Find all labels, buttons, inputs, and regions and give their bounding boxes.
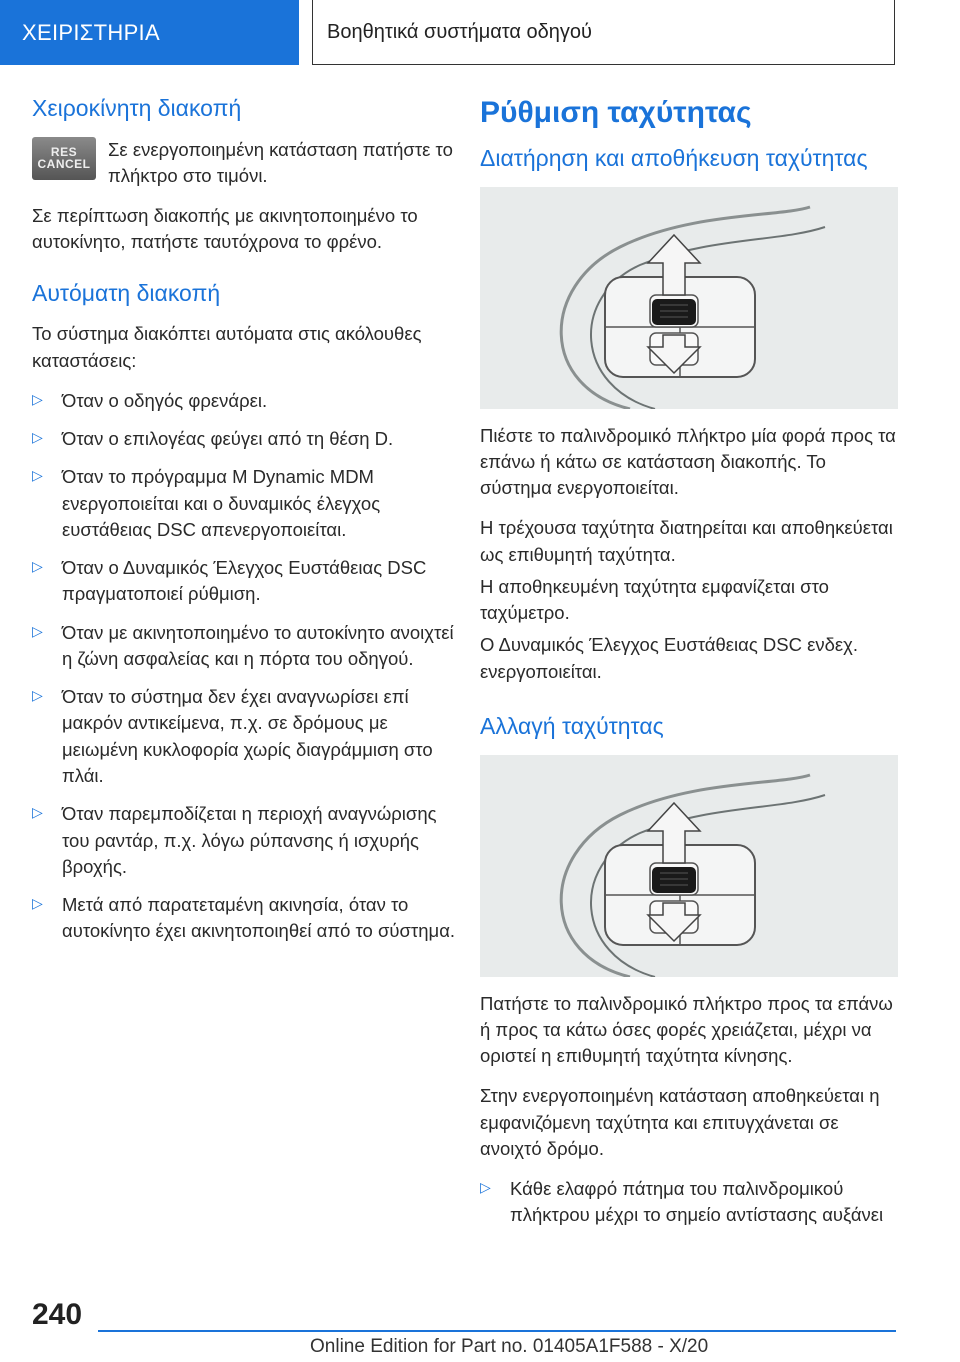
page-number: 240 bbox=[32, 1298, 83, 1331]
list-item: ▷ Κάθε ελαφρό πάτημα του παλινδρομικού πλήκτρου μέχρι το σημείο αντίστασης αυξάνει bbox=[480, 1178, 884, 1226]
header-chapter bbox=[312, 0, 895, 65]
list-item: ▷ Όταν ο οδηγός φρενάρει. bbox=[32, 389, 268, 411]
right-column bbox=[480, 95, 898, 1241]
triangle-bullet-icon: ▷ bbox=[32, 804, 43, 821]
manual-stop-heading: Χειροκίνητη διακοπή bbox=[32, 95, 242, 121]
triangle-bullet-icon: ▷ bbox=[32, 558, 43, 575]
steering-wheel-illustration bbox=[480, 187, 898, 409]
list-item: ▷ Όταν το πρόγραμμα M Dynamic MDM ενεργοποιείται και ο δυναμικός έλεγχος ευστάθειας DSC απενεργοποιείται. bbox=[32, 466, 381, 540]
cancel-label: CANCEL bbox=[37, 157, 91, 172]
chapter-title: Βοηθητικά συστήματα οδηγού bbox=[327, 20, 592, 43]
res-cancel-button-icon bbox=[32, 137, 96, 180]
steering-wheel-switch-image-2 bbox=[480, 755, 898, 977]
change-speed-heading: Αλλαγή ταχύτητας bbox=[480, 712, 664, 739]
left-column bbox=[32, 95, 457, 957]
list-item: ▷ Μετά από παρατεταμένη ακινησία, όταν το αυτοκίνητο έχει ακινητοποιηθεί από το σύστημα. bbox=[32, 894, 456, 942]
steering-wheel-switch-image bbox=[480, 187, 898, 409]
keep-p2: Η τρέχουσα ταχύτητα διατηρείται και αποθηκεύεται ως επιθυμητή ταχύτητα. bbox=[480, 517, 893, 565]
triangle-bullet-icon: ▷ bbox=[32, 467, 43, 484]
triangle-bullet-icon: ▷ bbox=[32, 687, 43, 704]
footer-rule bbox=[98, 1330, 896, 1332]
change-p2: Στην ενεργοποιημένη κατάσταση αποθηκεύεται η εμφανιζόμενη ταχύτητα και επιτυγχάνεται σε ανοιχτό δρόμο. bbox=[480, 1085, 880, 1159]
triangle-bullet-icon: ▷ bbox=[32, 622, 43, 639]
speed-setting-title: Ρύθμιση ταχύτητας bbox=[480, 96, 752, 129]
res-cancel-row bbox=[32, 137, 457, 190]
auto-stop-heading: Αυτόματη διακοπή bbox=[32, 279, 221, 306]
edition-footer: Online Edition for Part no. 01405A1F588 - X/20 bbox=[310, 1336, 709, 1357]
header-section bbox=[0, 0, 299, 65]
list-item: ▷ Όταν το σύστημα δεν έχει αναγνωρίσει επί μακρόν αντικείμενα, π.χ. σε δρόμους με μειωμένη κυκλοφορία χωρίς διαγράμμιση στο πλάι. bbox=[32, 686, 433, 786]
change-p1: Πατήστε το παλινδρομικό πλήκτρο προς τα επάνω ή προς τα κάτω όσες φορές χρειάζεται, μέχρι να οριστεί η επιθυμητή ταχύτητα κίνησης. bbox=[480, 992, 893, 1067]
triangle-bullet-icon: ▷ bbox=[32, 390, 43, 407]
change-list bbox=[480, 1176, 898, 1229]
auto-stop-list bbox=[32, 388, 457, 945]
keep-p1: Πιέστε το παλινδρομικό πλήκτρο μία φορά προς τα επάνω ή κάτω σε κατάσταση διακοπής. Το σύστημα ενεργοποιείται. bbox=[480, 424, 896, 499]
triangle-bullet-icon: ▷ bbox=[480, 1179, 491, 1196]
res-label: RES bbox=[50, 144, 78, 159]
triangle-bullet-icon: ▷ bbox=[32, 429, 43, 446]
list-item: ▷ Όταν παρεμποδίζεται η περιοχή αναγνώρισης του ραντάρ, π.χ. λόγω ρύπανσης ή ισχυρής βροχής. bbox=[32, 803, 437, 877]
list-item: ▷ Όταν ο επιλογέας φεύγει από τη θέση D. bbox=[32, 428, 394, 450]
keep-speed-heading: Διατήρηση και αποθήκευση ταχύτητας bbox=[480, 145, 868, 171]
keep-p3: Η αποθηκευμένη ταχύτητα εμφανίζεται στο ταχύμετρο. bbox=[480, 575, 829, 624]
auto-stop-intro: Το σύστημα διακόπτει αυτόματα στις ακόλουθες καταστάσεις: bbox=[32, 323, 422, 371]
list-item: ▷ Όταν με ακινητοποιημένο το αυτοκίνητο ανοιχτεί η ζώνη ασφαλείας και η πόρτα του οδηγού. bbox=[32, 621, 454, 669]
steering-wheel-illustration-2 bbox=[480, 755, 898, 977]
res-cancel-text: Σε ενεργοποιημένη κατάσταση πατήστε το πλήκτρο στο τιμόνι. bbox=[108, 138, 453, 186]
list-item: ▷ Όταν ο Δυναμικός Έλεγχος Ευστάθειας DSC πραγματοποιεί ρύθμιση. bbox=[32, 557, 427, 605]
manual-stop-paragraph: Σε περίπτωση διακοπής με ακινητοποιημένο το αυτοκίνητο, πατήστε ταυτόχρονα το φρένο. bbox=[32, 205, 418, 253]
section-title: ΧΕΙΡΙΣΤΗΡΙΑ bbox=[22, 19, 160, 45]
triangle-bullet-icon: ▷ bbox=[32, 895, 43, 912]
keep-p4: Ο Δυναμικός Έλεγχος Ευστάθειας DSC ενδεχ. ενεργοποιείται. bbox=[480, 634, 858, 682]
